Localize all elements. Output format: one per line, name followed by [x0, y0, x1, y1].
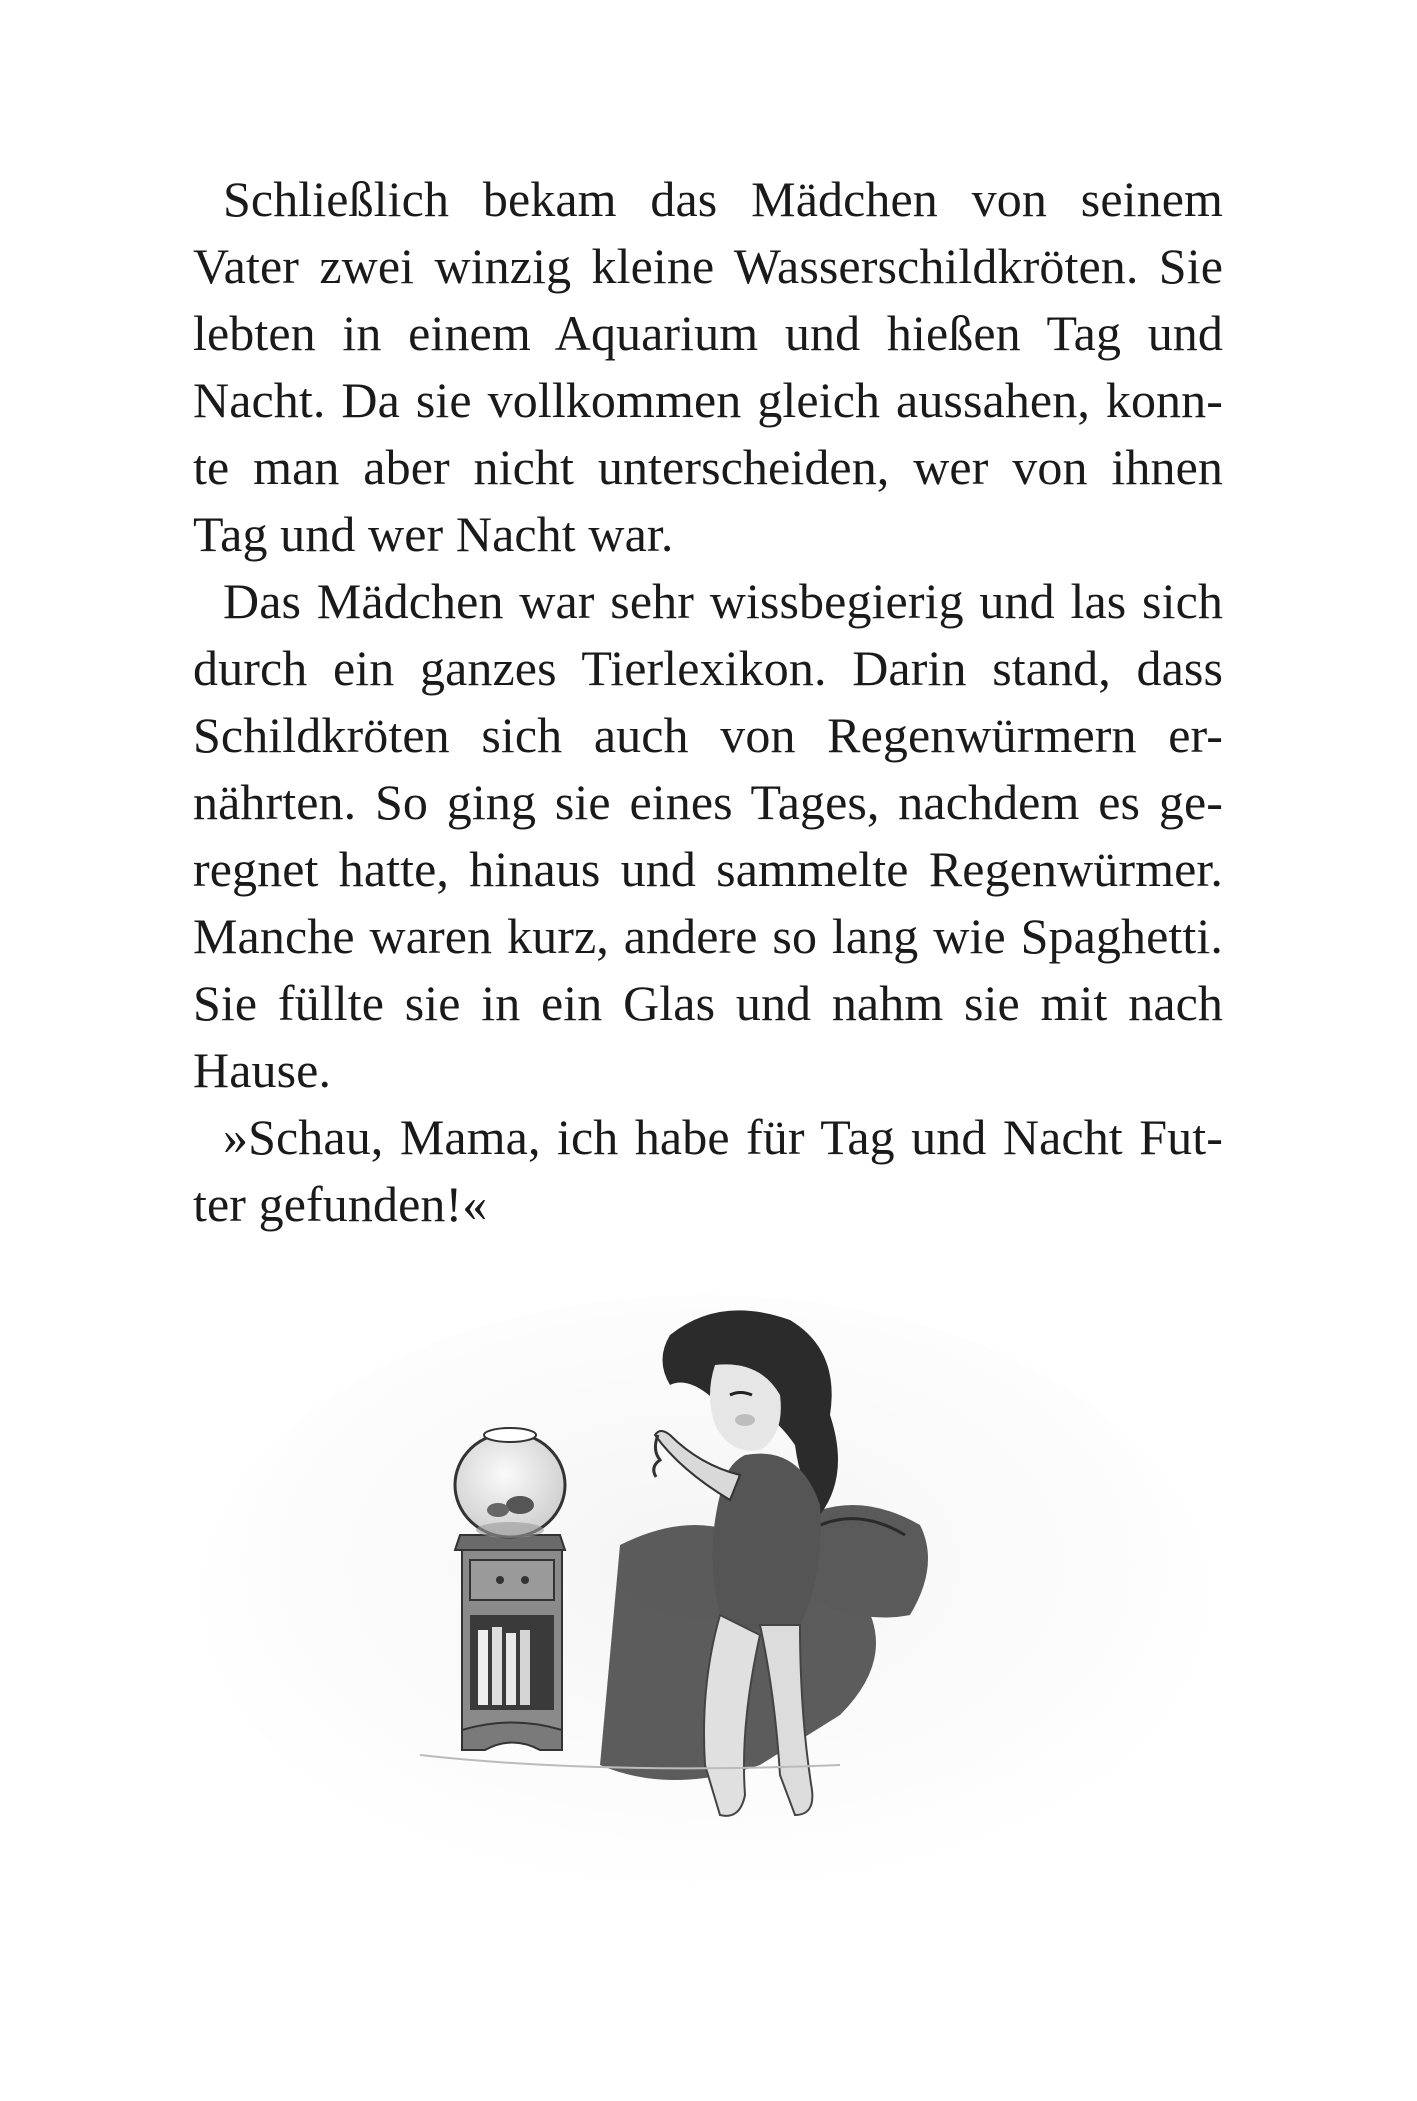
text-line: Hause. — [193, 1042, 332, 1098]
text-line: Sie füllte sie in ein Glas und nahm sie mit nach — [193, 975, 1223, 1031]
girl-feeding-turtles-illustration — [200, 1295, 1210, 1935]
text-line: nährten. So ging sie eines Tages, nachdem es ge- — [193, 774, 1223, 830]
turtle-icon — [506, 1496, 534, 1514]
story-text — [193, 166, 1223, 1238]
text-line: Nacht. Da sie vollkommen gleich aussahen, konn- — [193, 372, 1223, 428]
text-line: te man aber nicht unterscheiden, wer von ihnen — [193, 439, 1223, 495]
text-line: Tag und wer Nacht war. — [193, 506, 674, 562]
paragraph-3 — [193, 1104, 1223, 1238]
text-line: lebten in einem Aquarium und hießen Tag und — [193, 305, 1223, 361]
paragraph-2 — [193, 568, 1223, 1104]
text-line: Schließlich bekam das Mädchen von seinem — [223, 171, 1223, 227]
text-line: ter gefunden!« — [193, 1176, 488, 1232]
text-line: Manche waren kurz, andere so lang wie Spaghetti. — [193, 908, 1223, 964]
text-line: regnet hatte, hinaus und sammelte Regenwürmer. — [193, 841, 1223, 897]
text-line: »Schau, Mama, ich habe für Tag und Nacht Fut- — [223, 1109, 1223, 1165]
nightstand-icon — [455, 1535, 565, 1750]
turtle-icon — [487, 1503, 509, 1517]
text-line: durch ein ganzes Tierlexikon. Darin stand, dass — [193, 640, 1223, 696]
text-line: Das Mädchen war sehr wissbegierig und las sich — [223, 573, 1223, 629]
text-line: Vater zwei winzig kleine Wasserschildkröten. Sie — [193, 238, 1223, 294]
text-line: Schildkröten sich auch von Regenwürmern er- — [193, 707, 1223, 763]
paragraph-1 — [193, 166, 1223, 568]
